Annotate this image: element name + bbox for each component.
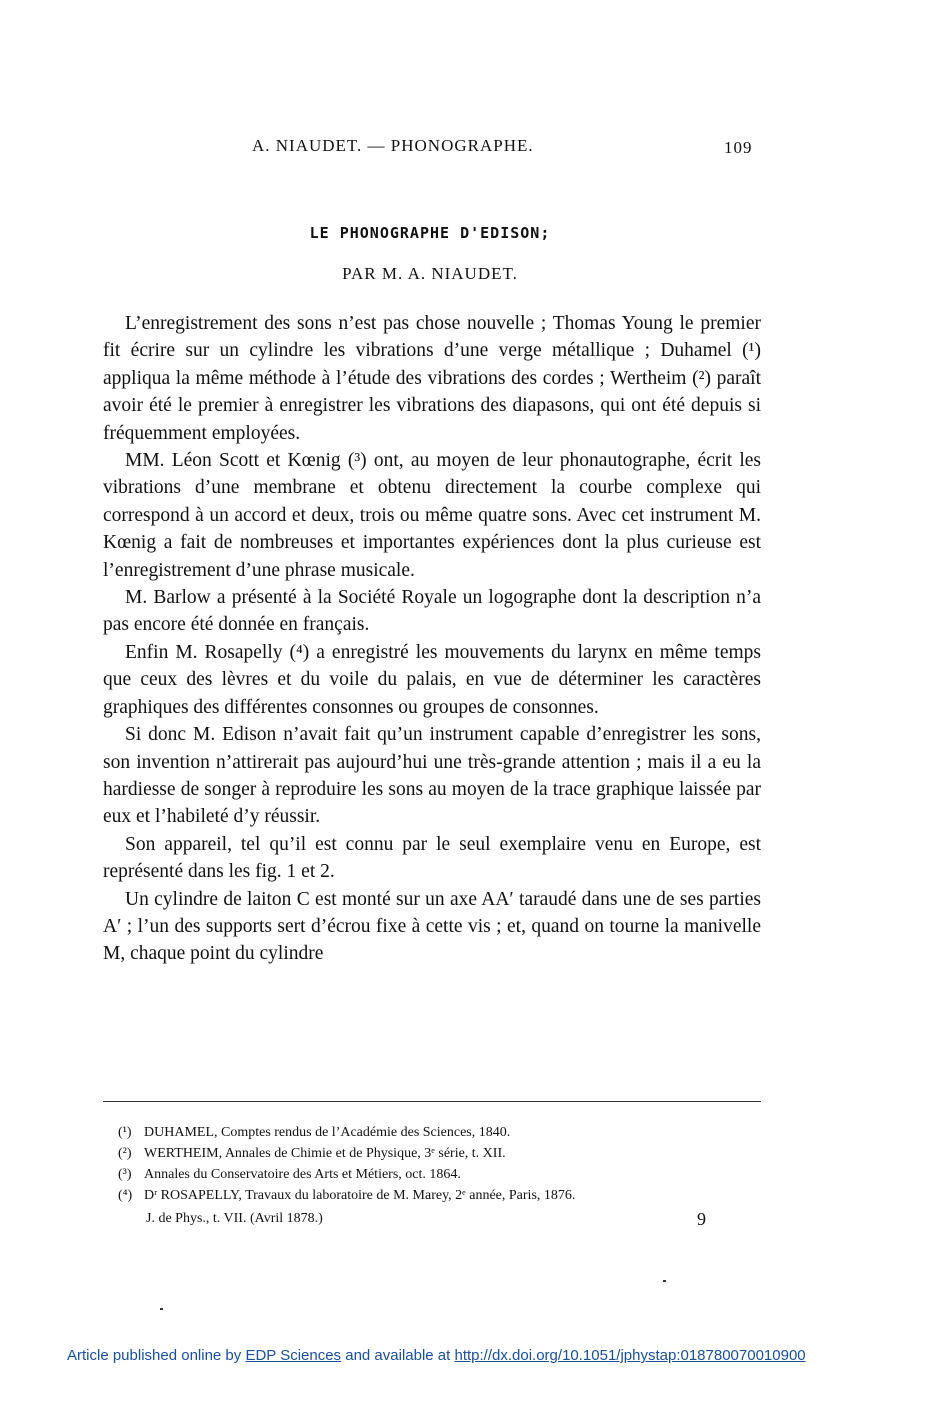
scan-speck — [663, 1280, 666, 1282]
paragraph: Son appareil, tel qu’il est connu par le seul exemplaire venu en Europe, est représenté dans les fig. 1 et 2. — [103, 833, 761, 883]
publisher-link[interactable]: EDP Sciences — [245, 1347, 342, 1364]
journal-signature: J. de Phys., t. VII. (Avril 1878.) — [146, 1211, 323, 1226]
footnote — [118, 1164, 758, 1185]
footnote — [118, 1143, 758, 1164]
footnote-mark: (²) — [118, 1146, 132, 1161]
paragraph: Un cylindre de laiton C est monté sur un axe AA′ taraudé dans une de ses parties A′ ; l’un des supports sert d’écrou fixe à cette vis ; et, quand on tourne la manivelle M, chaque point du cylindre — [103, 888, 761, 965]
paragraph: Si donc M. Edison n’avait fait qu’un instrument capable d’enregistrer les sons, son invention n’attirerait pas aujourd’hui une très-grande attention ; mais il a eu la hardiesse de songer à reproduire les sons au moyen de la trace graphique laissée par eux et l’habileté d’y réussir. — [103, 724, 761, 828]
scan-speck — [160, 1308, 163, 1310]
banner-middle: and available at — [345, 1347, 451, 1364]
footnote-mark: (¹) — [118, 1125, 132, 1140]
page-number: 109 — [724, 138, 753, 157]
paragraph: MM. Léon Scott et Kœnig (³) ont, au moyen de leur phonautographe, écrit les vibrations d’une membrane et obtenu directement la courbe complexe qui correspond à un accord et deux, trois ou même quatre sons. Avec cet instrument M. Kœnig a fait de nombreuses et importantes expériences dont la plus curieuse est l’enregistrement d’une phrase musicale. — [103, 450, 761, 581]
paragraph: M. Barlow a présenté à la Société Royale un logographe dont la description n’a pas encore été donnée en français. — [103, 587, 761, 636]
footnote-text: Annales du Conservatoire des Arts et Métiers, oct. 1864. — [144, 1167, 461, 1182]
footnote-text: WERTHEIM, Annales de Chimie et de Physique, 3ᵉ série, t. XII. — [144, 1146, 506, 1161]
paragraph: Enfin M. Rosapelly (⁴) a enregistré les mouvements du larynx en même temps que ceux des lèvres et du voile du palais, en vue de déterminer les caractères graphiques des différentes consonnes ou groupes de consonnes. — [103, 641, 761, 718]
footnote — [118, 1185, 758, 1206]
signature-mark: 9 — [697, 1209, 706, 1229]
footnote-mark: (³) — [118, 1167, 132, 1182]
doi-link[interactable]: http://dx.doi.org/10.1051/jphystap:018780070010900 — [454, 1347, 806, 1364]
article-title: LE PHONOGRAPHE D'EDISON; — [309, 224, 551, 242]
footnote-text: Dʳ ROSAPELLY, Travaux du laboratoire de M. Marey, 2ᵉ année, Paris, 1876. — [144, 1188, 576, 1203]
footnote-mark: (⁴) — [118, 1188, 133, 1203]
byline: PAR M. A. NIAUDET. — [342, 264, 518, 283]
body-text — [103, 310, 761, 968]
signature-line — [146, 1211, 706, 1227]
banner-prefix: Article published online by — [67, 1347, 242, 1364]
footnote — [118, 1122, 758, 1143]
running-title: A. NIAUDET. — PHONOGRAPHE. — [252, 136, 534, 155]
footnote-rule — [103, 1101, 761, 1102]
footnote-text: DUHAMEL, Comptes rendus de l’Académie des Sciences, 1840. — [144, 1125, 511, 1140]
paragraph: L’enregistrement des sons n’est pas chose nouvelle ; Thomas Young le premier fit écrire sur un cylindre les vibrations d’une verge métallique ; Duhamel (¹) appliqua la même méthode à l’étude des vibrations des cordes ; Wertheim (²) paraît avoir été le premier à enregistrer les vibrations des diapasons, qui ont été depuis si fréquemment employées. — [103, 313, 761, 444]
publication-banner — [67, 1347, 806, 1364]
footnotes — [118, 1122, 758, 1206]
